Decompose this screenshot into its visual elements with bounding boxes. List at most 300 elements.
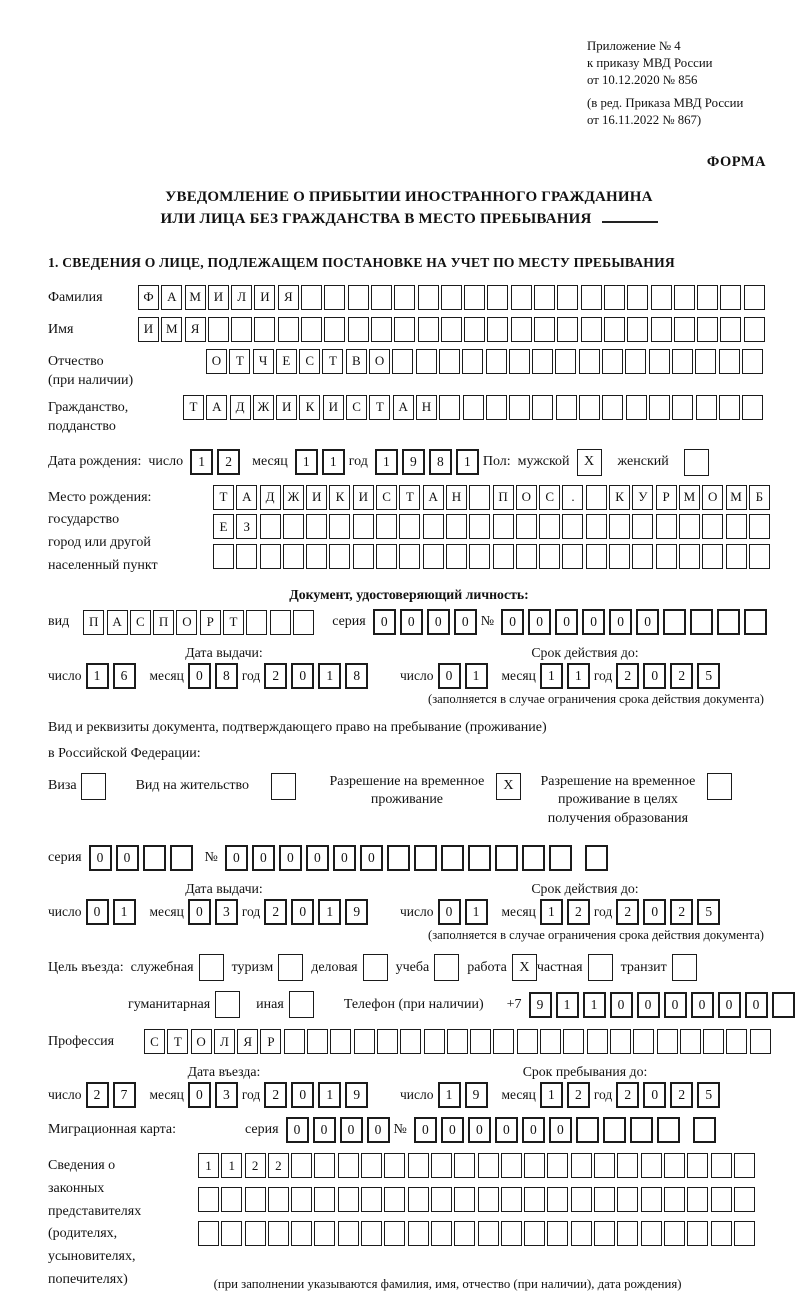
char-cell[interactable]: 1 bbox=[540, 899, 563, 925]
char-cell[interactable] bbox=[594, 1187, 615, 1212]
char-cell[interactable]: 0 bbox=[468, 1117, 491, 1143]
char-cell[interactable] bbox=[517, 1029, 538, 1054]
char-cell[interactable]: 1 bbox=[113, 899, 136, 925]
char-cell[interactable]: 8 bbox=[215, 663, 238, 689]
char-cell[interactable] bbox=[627, 285, 648, 310]
char-cell[interactable] bbox=[260, 514, 281, 539]
char-cell[interactable] bbox=[306, 544, 327, 569]
char-cell[interactable] bbox=[291, 1153, 312, 1178]
char-cell[interactable]: 1 bbox=[190, 449, 213, 475]
char-cell[interactable] bbox=[291, 1187, 312, 1212]
char-cell[interactable] bbox=[198, 1221, 219, 1246]
char-cell[interactable]: О bbox=[369, 349, 390, 374]
char-cell[interactable]: Т bbox=[213, 485, 234, 510]
char-cell[interactable] bbox=[198, 1187, 219, 1212]
char-cell[interactable]: 0 bbox=[400, 609, 423, 635]
char-cell[interactable] bbox=[603, 1117, 626, 1143]
char-cell[interactable]: 2 bbox=[616, 899, 639, 925]
char-cell[interactable] bbox=[625, 349, 646, 374]
char-cell[interactable] bbox=[742, 349, 763, 374]
char-cell[interactable]: П bbox=[83, 610, 104, 635]
char-cell[interactable] bbox=[674, 317, 695, 342]
char-cell[interactable] bbox=[540, 1029, 561, 1054]
char-cell[interactable] bbox=[392, 349, 413, 374]
char-cell[interactable] bbox=[632, 514, 653, 539]
char-cell[interactable] bbox=[547, 1187, 568, 1212]
char-cell[interactable]: О bbox=[516, 485, 537, 510]
char-cell[interactable] bbox=[604, 285, 625, 310]
char-cell[interactable] bbox=[719, 395, 740, 420]
char-cell[interactable]: 0 bbox=[643, 663, 666, 689]
char-cell[interactable]: 3 bbox=[215, 899, 238, 925]
char-cell[interactable] bbox=[441, 317, 462, 342]
char-cell[interactable] bbox=[338, 1187, 359, 1212]
char-cell[interactable]: 0 bbox=[116, 845, 139, 871]
char-cell[interactable] bbox=[511, 285, 532, 310]
char-cell[interactable] bbox=[324, 317, 345, 342]
char-cell[interactable] bbox=[672, 395, 693, 420]
char-cell[interactable] bbox=[557, 317, 578, 342]
char-cell[interactable] bbox=[687, 1187, 708, 1212]
char-cell[interactable]: Р bbox=[260, 1029, 281, 1054]
char-cell[interactable]: 9 bbox=[529, 992, 552, 1018]
char-cell[interactable] bbox=[587, 1029, 608, 1054]
char-cell[interactable] bbox=[260, 544, 281, 569]
char-cell[interactable] bbox=[581, 285, 602, 310]
char-cell[interactable]: 9 bbox=[345, 899, 368, 925]
char-cell[interactable] bbox=[478, 1187, 499, 1212]
char-cell[interactable]: Т bbox=[322, 349, 343, 374]
male-checkbox[interactable]: X bbox=[577, 449, 602, 476]
char-cell[interactable]: 0 bbox=[643, 1082, 666, 1108]
char-cell[interactable]: 0 bbox=[522, 1117, 545, 1143]
char-cell[interactable]: Т bbox=[183, 395, 204, 420]
char-cell[interactable]: 1 bbox=[583, 992, 606, 1018]
char-cell[interactable] bbox=[679, 514, 700, 539]
char-cell[interactable] bbox=[353, 544, 374, 569]
char-cell[interactable]: 2 bbox=[245, 1153, 266, 1178]
char-cell[interactable] bbox=[221, 1221, 242, 1246]
char-cell[interactable]: А bbox=[161, 285, 182, 310]
char-cell[interactable]: 1 bbox=[465, 899, 488, 925]
char-cell[interactable] bbox=[524, 1221, 545, 1246]
char-cell[interactable]: 2 bbox=[567, 899, 590, 925]
char-cell[interactable] bbox=[314, 1153, 335, 1178]
char-cell[interactable] bbox=[486, 349, 507, 374]
char-cell[interactable] bbox=[246, 610, 267, 635]
char-cell[interactable]: 0 bbox=[718, 992, 741, 1018]
temp-residence-education-checkbox[interactable] bbox=[707, 773, 732, 800]
char-cell[interactable]: П bbox=[153, 610, 174, 635]
char-cell[interactable] bbox=[672, 349, 693, 374]
char-cell[interactable] bbox=[742, 395, 763, 420]
char-cell[interactable] bbox=[509, 395, 530, 420]
char-cell[interactable] bbox=[501, 1221, 522, 1246]
char-cell[interactable] bbox=[469, 485, 490, 510]
char-cell[interactable]: 0 bbox=[528, 609, 551, 635]
char-cell[interactable] bbox=[609, 544, 630, 569]
char-cell[interactable] bbox=[487, 285, 508, 310]
char-cell[interactable] bbox=[585, 845, 608, 871]
char-cell[interactable] bbox=[555, 349, 576, 374]
char-cell[interactable] bbox=[657, 1117, 680, 1143]
char-cell[interactable] bbox=[562, 544, 583, 569]
char-cell[interactable] bbox=[143, 845, 166, 871]
char-cell[interactable]: У bbox=[632, 485, 653, 510]
char-cell[interactable] bbox=[610, 1029, 631, 1054]
char-cell[interactable]: Е bbox=[213, 514, 234, 539]
char-cell[interactable] bbox=[441, 285, 462, 310]
char-cell[interactable]: И bbox=[208, 285, 229, 310]
char-cell[interactable] bbox=[208, 317, 229, 342]
char-cell[interactable] bbox=[462, 349, 483, 374]
char-cell[interactable] bbox=[278, 317, 299, 342]
char-cell[interactable] bbox=[679, 544, 700, 569]
char-cell[interactable] bbox=[439, 395, 460, 420]
char-cell[interactable] bbox=[493, 544, 514, 569]
char-cell[interactable] bbox=[431, 1221, 452, 1246]
char-cell[interactable] bbox=[609, 514, 630, 539]
char-cell[interactable] bbox=[695, 349, 716, 374]
char-cell[interactable] bbox=[464, 285, 485, 310]
business-checkbox[interactable] bbox=[363, 954, 388, 981]
char-cell[interactable] bbox=[293, 610, 314, 635]
char-cell[interactable] bbox=[516, 514, 537, 539]
char-cell[interactable]: Ф bbox=[138, 285, 159, 310]
char-cell[interactable]: 0 bbox=[279, 845, 302, 871]
char-cell[interactable]: Я bbox=[278, 285, 299, 310]
char-cell[interactable] bbox=[301, 317, 322, 342]
char-cell[interactable]: Т bbox=[223, 610, 244, 635]
residence-permit-checkbox[interactable] bbox=[271, 773, 296, 800]
char-cell[interactable]: 0 bbox=[427, 609, 450, 635]
char-cell[interactable]: 0 bbox=[252, 845, 275, 871]
char-cell[interactable] bbox=[348, 317, 369, 342]
char-cell[interactable]: 0 bbox=[643, 899, 666, 925]
char-cell[interactable] bbox=[469, 514, 490, 539]
char-cell[interactable] bbox=[371, 285, 392, 310]
work-checkbox[interactable]: X bbox=[512, 954, 537, 981]
char-cell[interactable] bbox=[711, 1153, 732, 1178]
char-cell[interactable] bbox=[306, 514, 327, 539]
visa-checkbox[interactable] bbox=[81, 773, 106, 800]
other-checkbox[interactable] bbox=[289, 991, 314, 1018]
char-cell[interactable]: Н bbox=[446, 485, 467, 510]
char-cell[interactable]: 0 bbox=[340, 1117, 363, 1143]
char-cell[interactable]: М bbox=[185, 285, 206, 310]
char-cell[interactable]: . bbox=[562, 485, 583, 510]
char-cell[interactable]: 6 bbox=[113, 663, 136, 689]
char-cell[interactable] bbox=[702, 514, 723, 539]
char-cell[interactable] bbox=[579, 395, 600, 420]
char-cell[interactable]: 1 bbox=[456, 449, 479, 475]
char-cell[interactable]: 0 bbox=[360, 845, 383, 871]
char-cell[interactable] bbox=[571, 1153, 592, 1178]
char-cell[interactable] bbox=[720, 285, 741, 310]
char-cell[interactable]: Т bbox=[167, 1029, 188, 1054]
char-cell[interactable]: 1 bbox=[465, 663, 488, 689]
char-cell[interactable] bbox=[539, 544, 560, 569]
char-cell[interactable] bbox=[749, 544, 770, 569]
char-cell[interactable] bbox=[726, 544, 747, 569]
char-cell[interactable] bbox=[307, 1029, 328, 1054]
char-cell[interactable] bbox=[495, 845, 518, 871]
char-cell[interactable]: 8 bbox=[345, 663, 368, 689]
char-cell[interactable]: К bbox=[299, 395, 320, 420]
char-cell[interactable] bbox=[377, 1029, 398, 1054]
char-cell[interactable] bbox=[376, 544, 397, 569]
char-cell[interactable]: 1 bbox=[540, 663, 563, 689]
char-cell[interactable] bbox=[387, 845, 410, 871]
char-cell[interactable]: 2 bbox=[616, 663, 639, 689]
char-cell[interactable]: 2 bbox=[264, 663, 287, 689]
char-cell[interactable]: 1 bbox=[86, 663, 109, 689]
char-cell[interactable] bbox=[674, 285, 695, 310]
char-cell[interactable] bbox=[270, 610, 291, 635]
char-cell[interactable] bbox=[594, 1153, 615, 1178]
char-cell[interactable]: 0 bbox=[89, 845, 112, 871]
char-cell[interactable] bbox=[744, 609, 767, 635]
char-cell[interactable]: 0 bbox=[188, 1082, 211, 1108]
char-cell[interactable] bbox=[749, 514, 770, 539]
char-cell[interactable] bbox=[524, 1187, 545, 1212]
char-cell[interactable]: 1 bbox=[567, 663, 590, 689]
char-cell[interactable] bbox=[470, 1029, 491, 1054]
char-cell[interactable] bbox=[394, 317, 415, 342]
char-cell[interactable] bbox=[268, 1187, 289, 1212]
char-cell[interactable] bbox=[329, 514, 350, 539]
female-checkbox[interactable] bbox=[684, 449, 709, 476]
char-cell[interactable] bbox=[632, 544, 653, 569]
char-cell[interactable] bbox=[557, 285, 578, 310]
char-cell[interactable]: 0 bbox=[582, 609, 605, 635]
char-cell[interactable] bbox=[324, 285, 345, 310]
char-cell[interactable]: 0 bbox=[555, 609, 578, 635]
char-cell[interactable] bbox=[633, 1029, 654, 1054]
char-cell[interactable]: Д bbox=[230, 395, 251, 420]
char-cell[interactable]: С bbox=[539, 485, 560, 510]
char-cell[interactable] bbox=[719, 349, 740, 374]
char-cell[interactable] bbox=[493, 514, 514, 539]
char-cell[interactable] bbox=[454, 1221, 475, 1246]
char-cell[interactable] bbox=[562, 514, 583, 539]
char-cell[interactable]: 0 bbox=[495, 1117, 518, 1143]
char-cell[interactable] bbox=[408, 1153, 429, 1178]
char-cell[interactable] bbox=[418, 285, 439, 310]
char-cell[interactable]: 0 bbox=[438, 899, 461, 925]
char-cell[interactable] bbox=[602, 349, 623, 374]
char-cell[interactable]: А bbox=[107, 610, 128, 635]
char-cell[interactable]: 0 bbox=[291, 899, 314, 925]
char-cell[interactable] bbox=[532, 395, 553, 420]
char-cell[interactable] bbox=[416, 349, 437, 374]
char-cell[interactable]: 0 bbox=[438, 663, 461, 689]
char-cell[interactable]: 2 bbox=[264, 1082, 287, 1108]
char-cell[interactable] bbox=[690, 609, 713, 635]
char-cell[interactable]: С bbox=[130, 610, 151, 635]
char-cell[interactable] bbox=[726, 514, 747, 539]
char-cell[interactable] bbox=[711, 1187, 732, 1212]
char-cell[interactable]: Т bbox=[229, 349, 250, 374]
char-cell[interactable] bbox=[664, 1187, 685, 1212]
char-cell[interactable]: А bbox=[236, 485, 257, 510]
char-cell[interactable] bbox=[617, 1187, 638, 1212]
char-cell[interactable] bbox=[581, 317, 602, 342]
char-cell[interactable]: 5 bbox=[697, 899, 720, 925]
char-cell[interactable] bbox=[439, 349, 460, 374]
char-cell[interactable] bbox=[487, 317, 508, 342]
char-cell[interactable] bbox=[361, 1221, 382, 1246]
char-cell[interactable] bbox=[664, 1221, 685, 1246]
char-cell[interactable]: 0 bbox=[225, 845, 248, 871]
char-cell[interactable] bbox=[245, 1187, 266, 1212]
char-cell[interactable] bbox=[493, 1029, 514, 1054]
char-cell[interactable]: Т bbox=[369, 395, 390, 420]
char-cell[interactable]: 2 bbox=[86, 1082, 109, 1108]
char-cell[interactable] bbox=[447, 1029, 468, 1054]
char-cell[interactable]: С bbox=[299, 349, 320, 374]
char-cell[interactable] bbox=[687, 1221, 708, 1246]
char-cell[interactable]: 0 bbox=[291, 663, 314, 689]
char-cell[interactable] bbox=[604, 317, 625, 342]
char-cell[interactable] bbox=[687, 1153, 708, 1178]
char-cell[interactable]: 1 bbox=[556, 992, 579, 1018]
char-cell[interactable] bbox=[734, 1153, 755, 1178]
char-cell[interactable] bbox=[338, 1221, 359, 1246]
char-cell[interactable]: 0 bbox=[333, 845, 356, 871]
char-cell[interactable]: 0 bbox=[454, 609, 477, 635]
char-cell[interactable]: 0 bbox=[86, 899, 109, 925]
char-cell[interactable] bbox=[656, 514, 677, 539]
char-cell[interactable]: 0 bbox=[306, 845, 329, 871]
char-cell[interactable]: 2 bbox=[217, 449, 240, 475]
char-cell[interactable] bbox=[657, 1029, 678, 1054]
char-cell[interactable]: И bbox=[323, 395, 344, 420]
char-cell[interactable] bbox=[696, 395, 717, 420]
char-cell[interactable] bbox=[594, 1221, 615, 1246]
char-cell[interactable] bbox=[384, 1153, 405, 1178]
char-cell[interactable] bbox=[423, 514, 444, 539]
humanitarian-checkbox[interactable] bbox=[215, 991, 240, 1018]
char-cell[interactable] bbox=[711, 1221, 732, 1246]
char-cell[interactable]: 1 bbox=[318, 899, 341, 925]
char-cell[interactable]: И bbox=[353, 485, 374, 510]
char-cell[interactable] bbox=[750, 1029, 771, 1054]
char-cell[interactable] bbox=[418, 317, 439, 342]
char-cell[interactable] bbox=[680, 1029, 701, 1054]
char-cell[interactable] bbox=[511, 317, 532, 342]
char-cell[interactable]: А bbox=[423, 485, 444, 510]
char-cell[interactable] bbox=[399, 514, 420, 539]
char-cell[interactable] bbox=[394, 285, 415, 310]
char-cell[interactable]: Ч bbox=[253, 349, 274, 374]
char-cell[interactable]: З bbox=[236, 514, 257, 539]
char-cell[interactable] bbox=[539, 514, 560, 539]
char-cell[interactable] bbox=[547, 1221, 568, 1246]
char-cell[interactable]: Л bbox=[214, 1029, 235, 1054]
char-cell[interactable]: М bbox=[726, 485, 747, 510]
char-cell[interactable]: О bbox=[176, 610, 197, 635]
char-cell[interactable] bbox=[693, 1117, 716, 1143]
char-cell[interactable] bbox=[329, 544, 350, 569]
char-cell[interactable] bbox=[236, 544, 257, 569]
private-checkbox[interactable] bbox=[588, 954, 613, 981]
temp-residence-checkbox[interactable]: X bbox=[496, 773, 521, 800]
char-cell[interactable]: Т bbox=[399, 485, 420, 510]
char-cell[interactable] bbox=[468, 845, 491, 871]
char-cell[interactable] bbox=[354, 1029, 375, 1054]
char-cell[interactable] bbox=[522, 845, 545, 871]
char-cell[interactable]: Р bbox=[656, 485, 677, 510]
char-cell[interactable] bbox=[744, 285, 765, 310]
char-cell[interactable]: 9 bbox=[465, 1082, 488, 1108]
char-cell[interactable] bbox=[353, 514, 374, 539]
char-cell[interactable] bbox=[509, 349, 530, 374]
char-cell[interactable] bbox=[734, 1187, 755, 1212]
char-cell[interactable] bbox=[649, 395, 670, 420]
char-cell[interactable]: В bbox=[346, 349, 367, 374]
char-cell[interactable] bbox=[245, 1221, 266, 1246]
char-cell[interactable] bbox=[649, 349, 670, 374]
char-cell[interactable] bbox=[338, 1153, 359, 1178]
char-cell[interactable] bbox=[516, 544, 537, 569]
char-cell[interactable] bbox=[534, 285, 555, 310]
char-cell[interactable]: Л bbox=[231, 285, 252, 310]
char-cell[interactable]: 0 bbox=[367, 1117, 390, 1143]
char-cell[interactable] bbox=[361, 1153, 382, 1178]
char-cell[interactable]: 0 bbox=[286, 1117, 309, 1143]
char-cell[interactable]: Ж bbox=[253, 395, 274, 420]
char-cell[interactable] bbox=[726, 1029, 747, 1054]
char-cell[interactable]: 2 bbox=[567, 1082, 590, 1108]
char-cell[interactable]: 0 bbox=[610, 992, 633, 1018]
char-cell[interactable]: С bbox=[144, 1029, 165, 1054]
char-cell[interactable]: М bbox=[161, 317, 182, 342]
char-cell[interactable] bbox=[734, 1221, 755, 1246]
char-cell[interactable]: Р bbox=[200, 610, 221, 635]
char-cell[interactable]: 2 bbox=[616, 1082, 639, 1108]
char-cell[interactable]: 0 bbox=[636, 609, 659, 635]
char-cell[interactable]: 1 bbox=[438, 1082, 461, 1108]
char-cell[interactable] bbox=[431, 1153, 452, 1178]
char-cell[interactable]: 1 bbox=[221, 1153, 242, 1178]
char-cell[interactable] bbox=[408, 1221, 429, 1246]
char-cell[interactable] bbox=[446, 544, 467, 569]
char-cell[interactable]: П bbox=[493, 485, 514, 510]
char-cell[interactable] bbox=[571, 1221, 592, 1246]
char-cell[interactable] bbox=[651, 285, 672, 310]
transit-checkbox[interactable] bbox=[672, 954, 697, 981]
char-cell[interactable] bbox=[464, 317, 485, 342]
char-cell[interactable]: А bbox=[206, 395, 227, 420]
char-cell[interactable] bbox=[314, 1187, 335, 1212]
char-cell[interactable] bbox=[626, 395, 647, 420]
char-cell[interactable] bbox=[617, 1153, 638, 1178]
char-cell[interactable] bbox=[563, 1029, 584, 1054]
char-cell[interactable] bbox=[469, 544, 490, 569]
char-cell[interactable]: 0 bbox=[637, 992, 660, 1018]
char-cell[interactable] bbox=[414, 845, 437, 871]
char-cell[interactable] bbox=[702, 544, 723, 569]
char-cell[interactable] bbox=[348, 285, 369, 310]
char-cell[interactable] bbox=[556, 395, 577, 420]
char-cell[interactable]: С bbox=[346, 395, 367, 420]
char-cell[interactable] bbox=[408, 1187, 429, 1212]
char-cell[interactable] bbox=[231, 317, 252, 342]
char-cell[interactable]: 0 bbox=[549, 1117, 572, 1143]
char-cell[interactable]: 2 bbox=[670, 899, 693, 925]
char-cell[interactable] bbox=[283, 514, 304, 539]
